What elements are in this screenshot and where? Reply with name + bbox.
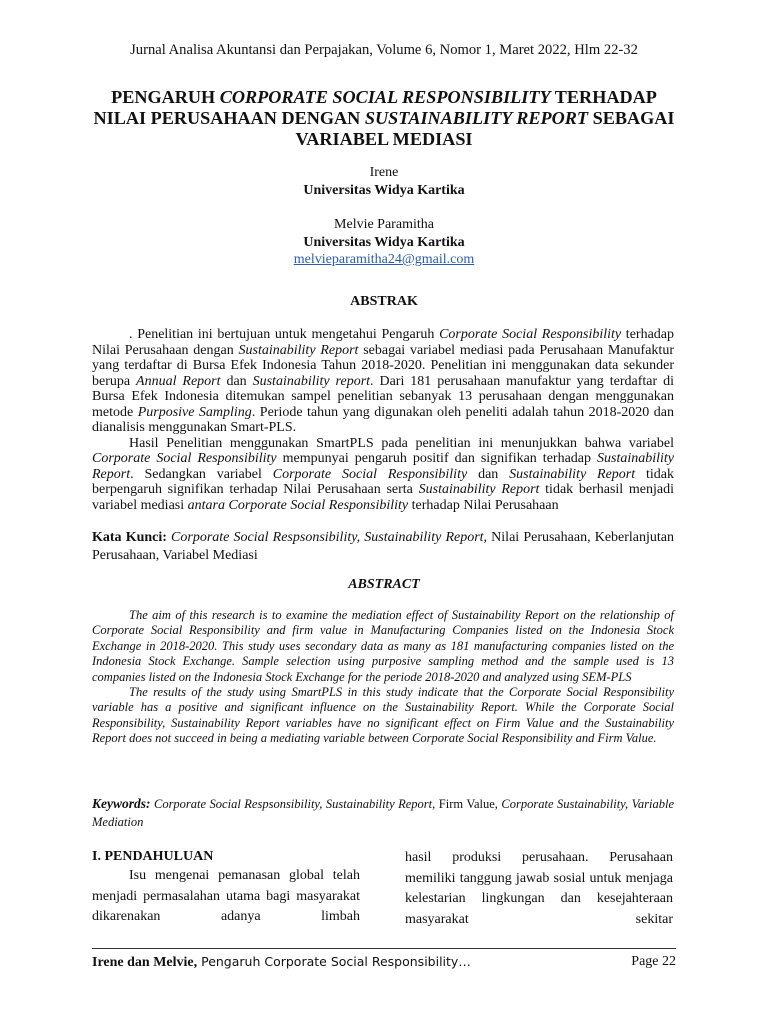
journal-header: Jurnal Analisa Akuntansi dan Perpajakan, Volume 6, Nomor 1, Maret 2022, Hlm 22-32 [130, 42, 638, 58]
author-name: Irene [369, 165, 399, 180]
body-paragraph: hasil produksi perusahaan. Perusahaan memiliki tanggung jawab sosial untuk menjaga kelestarian lingkungan dan kesejahteraan masyarakat sekitar [405, 850, 673, 927]
keywords [92, 795, 674, 831]
abstract-heading: ABSTRACT [348, 577, 420, 592]
footer-divider [92, 948, 676, 949]
abstrak-paragraph-1: . Penelitian ini bertujuan untuk mengetahui Pengaruh Corporate Social Responsibility terhadap Nilai Perusahaan dengan Sustainability Report sebagai variabel mediasi pada Perusahaan Manufaktur yang terdaftar di Bursa Efek Indonesia Tahun 2018-2020. Penelitian ini menggunakan data sekunder berupa Annual Report dan Sustainability report. Dari 181 perusahaan manufaktur yang terdaftar di Bursa Efek Indonesia ditemukan sampel penelitian sebanyak 13 perusahaan dengan menggunakan metode Purposive Sampling. Periode tahun yang digunakan oleh peneliti adalah tahun 2018-2020 dan dianalisis menggunakan Smart-PLS. [92, 327, 674, 435]
abstract-paragraph-1: The aim of this research is to examine the mediation effect of Sustainability Report on the relationship of Corporate Social Responsibility and firm value in Manufacturing Companies listed on the Indonesia Stock Exchange in 2018-2020. This study uses secondary data as many as 181 manufacturing companies listed on the Indonesia Stock Exchange. Sample selection using purposive sampling method and the sample used is 13 companies listed on the Indonesia Stock Exchange for the periode 2018-2020 and analyzed using SEM-PLS [92, 608, 674, 684]
paper-title [60, 87, 708, 150]
abstrak-heading: ABSTRAK [350, 294, 418, 309]
section-heading: I. PENDAHULUAN [92, 849, 214, 864]
keywords-label: Keywords: [92, 796, 151, 811]
abstrak-paragraph-2: Hasil Penelitian menggunakan SmartPLS pada penelitian ini menunjukkan bahwa variabel Corporate Social Responsibility mempunyai pengaruh positif dan signifikan terhadap Sustainability Report. Sedangkan variabel Corporate Social Responsibility dan Sustainability Report tidak berpengaruh signifikan terhadap Nilai Perusahaan serta Sustainability Report tidak berhasil menjadi variabel mediasi antara Corporate Social Responsibility terhadap Nilai Perusahaan [92, 435, 675, 513]
title-text-italic: SUSTAINABILITY REPORT [364, 108, 589, 128]
keywords-italic: Corporate Social Respsonsibility, Sustainability Report [150, 797, 433, 811]
kata-kunci-rest: Nilai Perusahaan, Keberlanjutan Perusahaan, Variabel Mediasi [92, 530, 675, 563]
body-column-right [405, 848, 673, 930]
keywords-italic-2: Corporate Sustainability, Variable Mediation [92, 797, 675, 829]
title-text: NILAI PERUSAHAAN DENGAN [93, 108, 365, 128]
body-paragraph: Isu mengenai pemanasan global telah menjadi permasalahan utama bagi masyarakat dikarenakan adanya limbah [92, 868, 360, 924]
author-block [0, 164, 768, 269]
body-column-left [92, 848, 360, 928]
title-text: PENGARUH [111, 87, 220, 107]
title-text: SEBAGAI [588, 108, 675, 128]
footer-title: Pengaruh Corporate Social Responsibility… [197, 954, 471, 969]
kata-kunci-label: Kata Kunci: [92, 530, 167, 545]
footer-authors: Irene dan Melvie, [92, 955, 198, 970]
page-number: Page 22 [631, 954, 676, 969]
author-name: Melvie Paramitha [334, 217, 434, 232]
abstrak-body [92, 327, 674, 513]
kata-kunci-italic: Corporate Social Respsonsibility, Sustainability Report, [166, 530, 488, 545]
title-text: VARIABEL MEDIASI [295, 129, 473, 149]
author-email-link[interactable]: melvieparamitha24@gmail.com [293, 252, 475, 267]
abstract-paragraph-2: The results of the study using SmartPLS in this study indicate that the Corporate Social Responsibility variable has a positive and significant influence on the Sustainability Report. While the Corporate Social Responsibility, Sustainability Report variables have no significant effect on Firm Value and the Sustainability Report does not succeed in being a mediating variable between Corporate Social Responsibility and Firm Value. [92, 685, 674, 746]
title-text: TERHADAP [550, 87, 657, 107]
kata-kunci [92, 529, 674, 564]
footer-running-title [92, 954, 471, 971]
author-affiliation: Universitas Widya Kartika [303, 234, 465, 250]
author-affiliation: Universitas Widya Kartika [303, 182, 465, 198]
title-text-italic: CORPORATE SOCIAL RESPONSIBILITY [219, 87, 551, 107]
abstract-body [92, 608, 674, 747]
keywords-plain: , Firm Value, [432, 797, 502, 811]
